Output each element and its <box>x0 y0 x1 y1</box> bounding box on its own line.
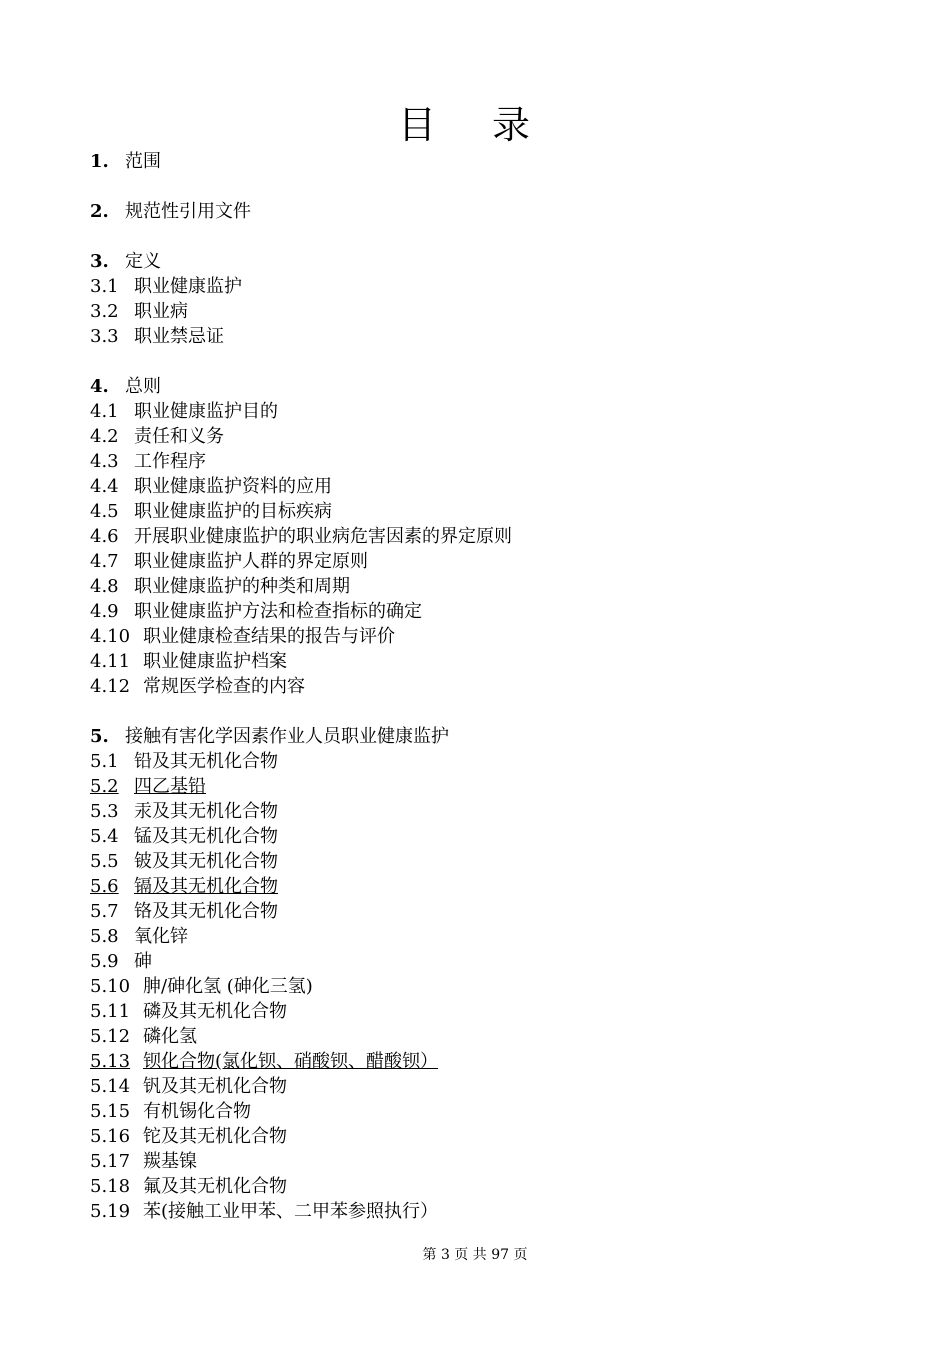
toc-entry-number: 5.15 <box>90 1101 131 1122</box>
toc-entry-title: 职业病 <box>134 301 188 322</box>
toc-subsection-entry[interactable] <box>90 649 890 674</box>
toc-entry-number: 3. <box>90 251 109 272</box>
toc-subsection-entry[interactable] <box>90 549 890 574</box>
toc-entry-title: 铬及其无机化合物 <box>134 901 278 922</box>
toc-entry-title: 铍及其无机化合物 <box>134 851 278 872</box>
toc-subsection-entry[interactable] <box>90 499 890 524</box>
toc-section-entry[interactable] <box>90 724 890 749</box>
toc-subsection-entry[interactable] <box>90 974 890 999</box>
toc-subsection-entry[interactable] <box>90 599 890 624</box>
toc-entry-number: 5.13 <box>90 1051 131 1072</box>
toc-subsection-entry[interactable] <box>90 1074 890 1099</box>
toc-subsection-entry[interactable] <box>90 999 890 1024</box>
page-footer: 第 3 页 共 97 页 <box>422 1247 528 1263</box>
toc-entry-number: 4.8 <box>90 576 119 597</box>
toc-subsection-entry[interactable] <box>90 624 890 649</box>
toc-subsection-entry[interactable] <box>90 524 890 549</box>
toc-entry-title: 职业健康监护资料的应用 <box>134 476 332 497</box>
toc-entry-number: 4.7 <box>90 551 119 572</box>
toc-subsection-entry[interactable] <box>90 849 890 874</box>
toc-entry-title: 汞及其无机化合物 <box>134 801 278 822</box>
toc-entry-number: 5.2 <box>90 776 119 797</box>
toc-entry-title: 磷化氢 <box>143 1026 197 1047</box>
toc-entry-title: 职业健康监护方法和检查指标的确定 <box>134 601 422 622</box>
toc-entry-number: 5.1 <box>90 751 119 772</box>
toc-subsection-entry[interactable] <box>90 299 890 324</box>
toc-entry-title: 锰及其无机化合物 <box>134 826 278 847</box>
toc-section-entry[interactable] <box>90 149 890 174</box>
toc-subsection-entry[interactable] <box>90 824 890 849</box>
toc-entry-title: 规范性引用文件 <box>125 201 251 222</box>
toc-subsection-entry[interactable] <box>90 324 890 349</box>
toc-subsection-entry[interactable] <box>90 874 890 899</box>
toc-entry-title: 常规医学检查的内容 <box>143 676 305 697</box>
toc-subsection-entry[interactable] <box>90 1149 890 1174</box>
toc-entry-title: 职业健康监护的目标疾病 <box>134 501 332 522</box>
toc-entry-title: 钒及其无机化合物 <box>143 1076 287 1097</box>
toc-entry-title: 有机锡化合物 <box>143 1101 251 1122</box>
toc-subsection-entry[interactable] <box>90 774 890 799</box>
toc-entry-title: 职业健康监护人群的界定原则 <box>134 551 368 572</box>
toc-entry-number: 3.1 <box>90 276 119 297</box>
toc-entry-title: 胂/砷化氢 (砷化三氢) <box>143 976 313 997</box>
toc-subsection-entry[interactable] <box>90 274 890 299</box>
toc-subsection-entry[interactable] <box>90 1049 890 1074</box>
toc-subsection-entry[interactable] <box>90 1099 890 1124</box>
page-title: 目 录 <box>397 103 553 147</box>
toc-subsection-entry[interactable] <box>90 399 890 424</box>
toc-entry-number: 4.12 <box>90 676 131 697</box>
toc-section-entry[interactable] <box>90 199 890 224</box>
toc-entry-number: 3.2 <box>90 301 119 322</box>
toc-entry-title: 镉及其无机化合物 <box>134 876 278 897</box>
toc-subsection-entry[interactable] <box>90 1124 890 1149</box>
toc-subsection-entry[interactable] <box>90 899 890 924</box>
toc-entry-number: 5.10 <box>90 976 131 997</box>
toc-entry-number: 5.14 <box>90 1076 131 1097</box>
toc-entry-title: 职业健康监护目的 <box>134 401 278 422</box>
toc-entry-number: 4.5 <box>90 501 119 522</box>
toc-section-entry[interactable] <box>90 249 890 274</box>
toc-entry-number: 4.9 <box>90 601 119 622</box>
toc-entry-title: 职业健康监护的种类和周期 <box>134 576 350 597</box>
toc-entry-number: 5.8 <box>90 926 119 947</box>
toc-entry-number: 4.10 <box>90 626 131 647</box>
toc-entry-number: 5.4 <box>90 826 119 847</box>
toc-entry-number: 5.16 <box>90 1126 131 1147</box>
toc-entry-title: 职业健康监护 <box>134 276 242 297</box>
table-of-contents <box>90 149 890 1224</box>
toc-entry-title: 范围 <box>125 151 161 172</box>
toc-entry-title: 铊及其无机化合物 <box>143 1126 287 1147</box>
toc-entry-number: 4.2 <box>90 426 119 447</box>
toc-entry-number: 4.4 <box>90 476 119 497</box>
toc-subsection-entry[interactable] <box>90 449 890 474</box>
toc-subsection-entry[interactable] <box>90 949 890 974</box>
toc-entry-title: 氟及其无机化合物 <box>143 1176 287 1197</box>
toc-entry-title: 羰基镍 <box>143 1151 197 1172</box>
toc-entry-number: 5.5 <box>90 851 119 872</box>
toc-entry-title: 开展职业健康监护的职业病危害因素的界定原则 <box>134 526 512 547</box>
toc-entry-number: 5.7 <box>90 901 119 922</box>
toc-entry-title: 定义 <box>125 251 161 272</box>
toc-entry-number: 4. <box>90 376 109 397</box>
toc-entry-title: 磷及其无机化合物 <box>143 1001 287 1022</box>
toc-entry-title: 职业禁忌证 <box>134 326 224 347</box>
toc-entry-title: 钡化合物(氯化钡、硝酸钡、醋酸钡） <box>143 1051 439 1072</box>
toc-entry-number: 5.3 <box>90 801 119 822</box>
toc-entry-number: 5. <box>90 726 109 747</box>
toc-entry-number: 5.18 <box>90 1176 131 1197</box>
toc-section-entry[interactable] <box>90 374 890 399</box>
toc-entry-number: 4.3 <box>90 451 119 472</box>
toc-entry-title: 接触有害化学因素作业人员职业健康监护 <box>125 726 449 747</box>
toc-entry-title: 总则 <box>125 376 161 397</box>
toc-entry-number: 2. <box>90 201 109 222</box>
toc-entry-number: 5.17 <box>90 1151 131 1172</box>
toc-entry-number: 5.9 <box>90 951 119 972</box>
toc-entry-title: 苯(接触工业甲苯、二甲苯参照执行） <box>143 1201 439 1222</box>
toc-entry-number: 4.1 <box>90 401 119 422</box>
toc-subsection-entry[interactable] <box>90 749 890 774</box>
toc-subsection-entry[interactable] <box>90 1174 890 1199</box>
toc-subsection-entry[interactable] <box>90 574 890 599</box>
toc-entry-title: 工作程序 <box>134 451 206 472</box>
toc-subsection-entry[interactable] <box>90 1024 890 1049</box>
toc-entry-number: 5.12 <box>90 1026 131 1047</box>
toc-subsection-entry[interactable] <box>90 799 890 824</box>
toc-entry-title: 砷 <box>134 951 152 972</box>
toc-entry-title: 四乙基铅 <box>134 776 206 797</box>
toc-entry-title: 责任和义务 <box>134 426 224 447</box>
toc-entry-title: 职业健康监护档案 <box>143 651 287 672</box>
toc-subsection-entry[interactable] <box>90 924 890 949</box>
toc-entry-title: 职业健康检查结果的报告与评价 <box>143 626 395 647</box>
toc-entry-number: 5.6 <box>90 876 119 897</box>
toc-entry-number: 5.11 <box>90 1001 131 1022</box>
toc-entry-number: 1. <box>90 151 109 172</box>
toc-entry-number: 4.6 <box>90 526 119 547</box>
toc-subsection-entry[interactable] <box>90 474 890 499</box>
toc-entry-title: 氧化锌 <box>134 926 188 947</box>
toc-entry-number: 4.11 <box>90 651 131 672</box>
toc-entry-title: 铅及其无机化合物 <box>134 751 278 772</box>
toc-subsection-entry[interactable] <box>90 424 890 449</box>
toc-entry-number: 3.3 <box>90 326 119 347</box>
toc-subsection-entry[interactable] <box>90 674 890 699</box>
toc-entry-number: 5.19 <box>90 1201 131 1222</box>
toc-subsection-entry[interactable] <box>90 1199 890 1224</box>
